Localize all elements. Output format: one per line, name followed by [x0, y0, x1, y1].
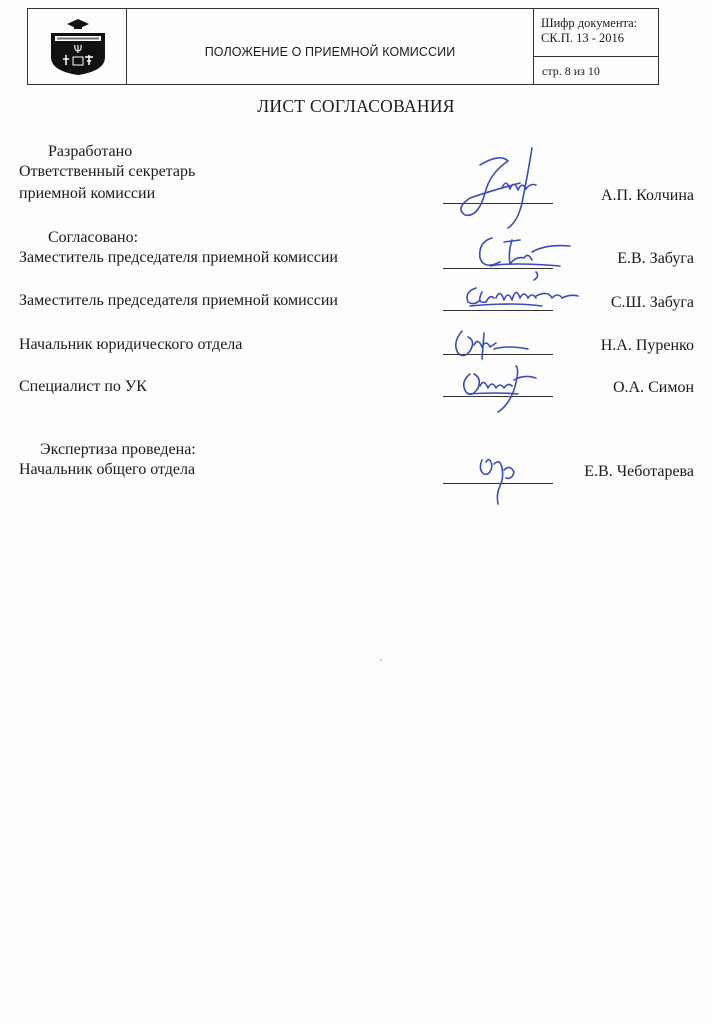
developed-role-line2: приемной комиссии — [19, 185, 156, 202]
agreed-role-2: Заместитель председателя приемной комиссии — [19, 292, 338, 309]
expertise-heading: Экспертиза проведена: — [40, 441, 196, 458]
signature-mark — [448, 325, 538, 365]
agreed-role-1: Заместитель председателя приемной комиссии — [19, 249, 338, 266]
developed-heading: Разработано — [48, 143, 133, 160]
scan-speck — [380, 659, 382, 661]
signatory-name: Е.В. Чеботарева — [584, 463, 694, 480]
agreed-heading: Согласовано: — [48, 229, 139, 246]
agreed-role-4: Специалист по УК — [19, 378, 147, 395]
signature-mark — [470, 222, 580, 282]
cipher-label: Шифр документа: — [541, 16, 638, 30]
logo-cell — [28, 9, 127, 84]
signature-mark — [458, 360, 558, 420]
expertise-role: Начальник общего отдела — [19, 461, 196, 478]
signatory-name: А.П. Колчина — [600, 187, 694, 204]
page-number: стр. 8 из 10 — [542, 64, 600, 78]
university-crest-icon — [45, 17, 111, 77]
signatory-name: С.Ш. Забуга — [610, 294, 694, 311]
signatory-name: Н.А. Пуренко — [600, 337, 694, 354]
signatory-name: Е.В. Забуга — [617, 250, 694, 267]
signatory-name: О.А. Симон — [612, 379, 694, 396]
signature-mark — [462, 276, 582, 316]
cipher-code: СК.П. 13 - 2016 — [541, 31, 624, 45]
svg-text:Ψ: Ψ — [73, 43, 83, 56]
document-title: ПОЛОЖЕНИЕ О ПРИЕМНОЙ КОМИССИИ — [127, 9, 534, 84]
agreed-role-3: Начальник юридического отдела — [19, 336, 243, 353]
developed-role-line1: Ответственный секретарь — [19, 163, 196, 180]
document-cipher — [534, 9, 658, 57]
signature-mark — [474, 450, 524, 508]
sheet-title: ЛИСТ СОГЛАСОВАНИЯ — [257, 96, 455, 116]
document-header — [27, 8, 659, 85]
